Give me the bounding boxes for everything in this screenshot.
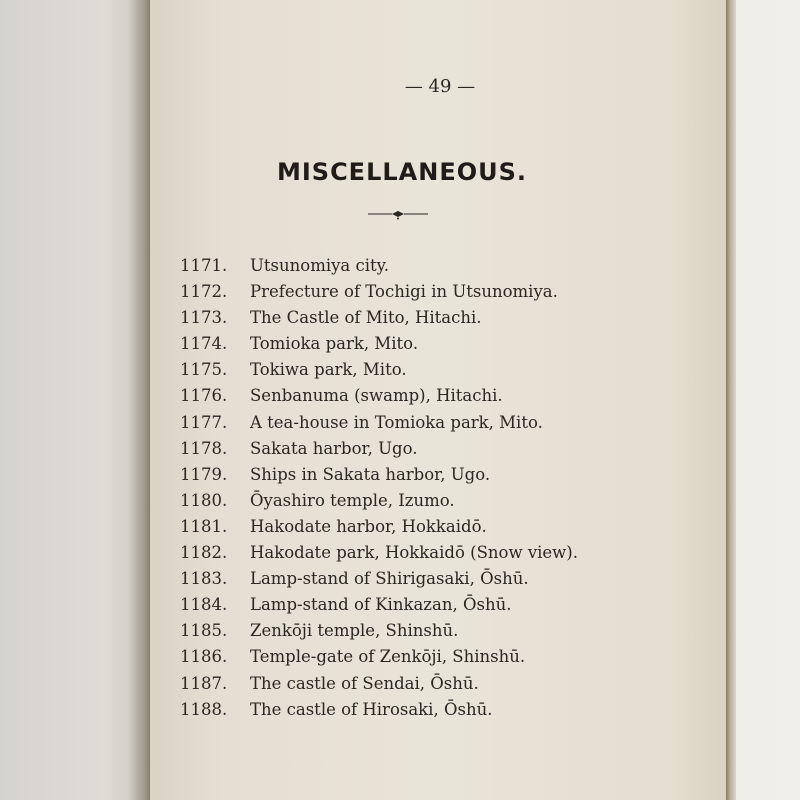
entry-number: 1187. [180, 673, 228, 693]
page-title: MISCELLANEOUS. [276, 158, 528, 186]
entry-number: 1185. [180, 621, 228, 641]
entry-text: Utsunomiya city. [250, 256, 390, 275]
list-item [180, 697, 700, 723]
entry-text: Ōyashiro temple, Izumo. [250, 490, 455, 510]
page-edge [726, 0, 736, 800]
entry-number: 1182. [180, 543, 228, 563]
entry-number: 1181. [180, 516, 228, 536]
entry-text: Lamp-stand of Shirigasaki, Ōshū. [250, 569, 529, 589]
entry-number: 1177. [180, 412, 228, 432]
entry-number: 1174. [180, 334, 228, 354]
list-item [180, 488, 700, 514]
page-number: — 49 — [404, 76, 476, 97]
entry-number: 1178. [180, 438, 228, 458]
entry-number: 1171. [180, 256, 228, 275]
entry-number: 1183. [180, 569, 228, 589]
entry-text: The castle of Sendai, Ōshū. [250, 673, 479, 693]
entry-text: Temple-gate of Zenkōji, Shinshū. [250, 647, 526, 667]
entry-number: 1188. [180, 699, 228, 719]
entry-number: 1172. [180, 282, 228, 302]
list-item [180, 514, 700, 540]
list-item [180, 566, 700, 592]
list-item [180, 540, 700, 566]
list-item [180, 279, 700, 305]
entry-text: Sakata harbor, Ugo. [250, 438, 418, 458]
entry-text: Hakodate harbor, Hokkaidō. [250, 516, 487, 536]
entry-list [180, 253, 700, 723]
entry-text: The castle of Hirosaki, Ōshū. [250, 699, 493, 719]
entry-text: Lamp-stand of Kinkazan, Ōshū. [250, 595, 512, 615]
entry-text: Senbanuma (swamp), Hitachi. [250, 386, 503, 406]
ornament-divider-icon [366, 208, 430, 220]
entry-text: Tomioka park, Mito. [250, 334, 419, 354]
entry-text: A tea-house in Tomioka park, Mito. [250, 412, 543, 432]
list-item [180, 383, 700, 409]
entry-text: Ships in Sakata harbor, Ugo. [250, 464, 491, 484]
entry-number: 1175. [180, 360, 228, 380]
list-item [180, 253, 700, 279]
list-item [180, 592, 700, 618]
entry-number: 1179. [180, 464, 228, 484]
entry-text: Tokiwa park, Mito. [250, 360, 407, 380]
list-item [180, 671, 700, 697]
entry-number: 1186. [180, 647, 228, 667]
list-item [180, 462, 700, 488]
list-item [180, 436, 700, 462]
list-item [180, 410, 700, 436]
entry-text: The Castle of Mito, Hitachi. [250, 308, 482, 328]
list-item [180, 618, 700, 644]
entry-number: 1173. [180, 308, 228, 328]
entry-text: Zenkōji temple, Shinshū. [250, 621, 459, 641]
entry-number: 1184. [180, 595, 228, 615]
list-item [180, 331, 700, 357]
list-item [180, 644, 700, 670]
list-item [180, 357, 700, 383]
entry-number: 1180. [180, 490, 228, 510]
entry-text: Prefecture of Tochigi in Utsunomiya. [250, 282, 558, 302]
list-item [180, 305, 700, 331]
entry-number: 1176. [180, 386, 228, 406]
entry-text: Hakodate park, Hokkaidō (Snow view). [250, 543, 578, 563]
